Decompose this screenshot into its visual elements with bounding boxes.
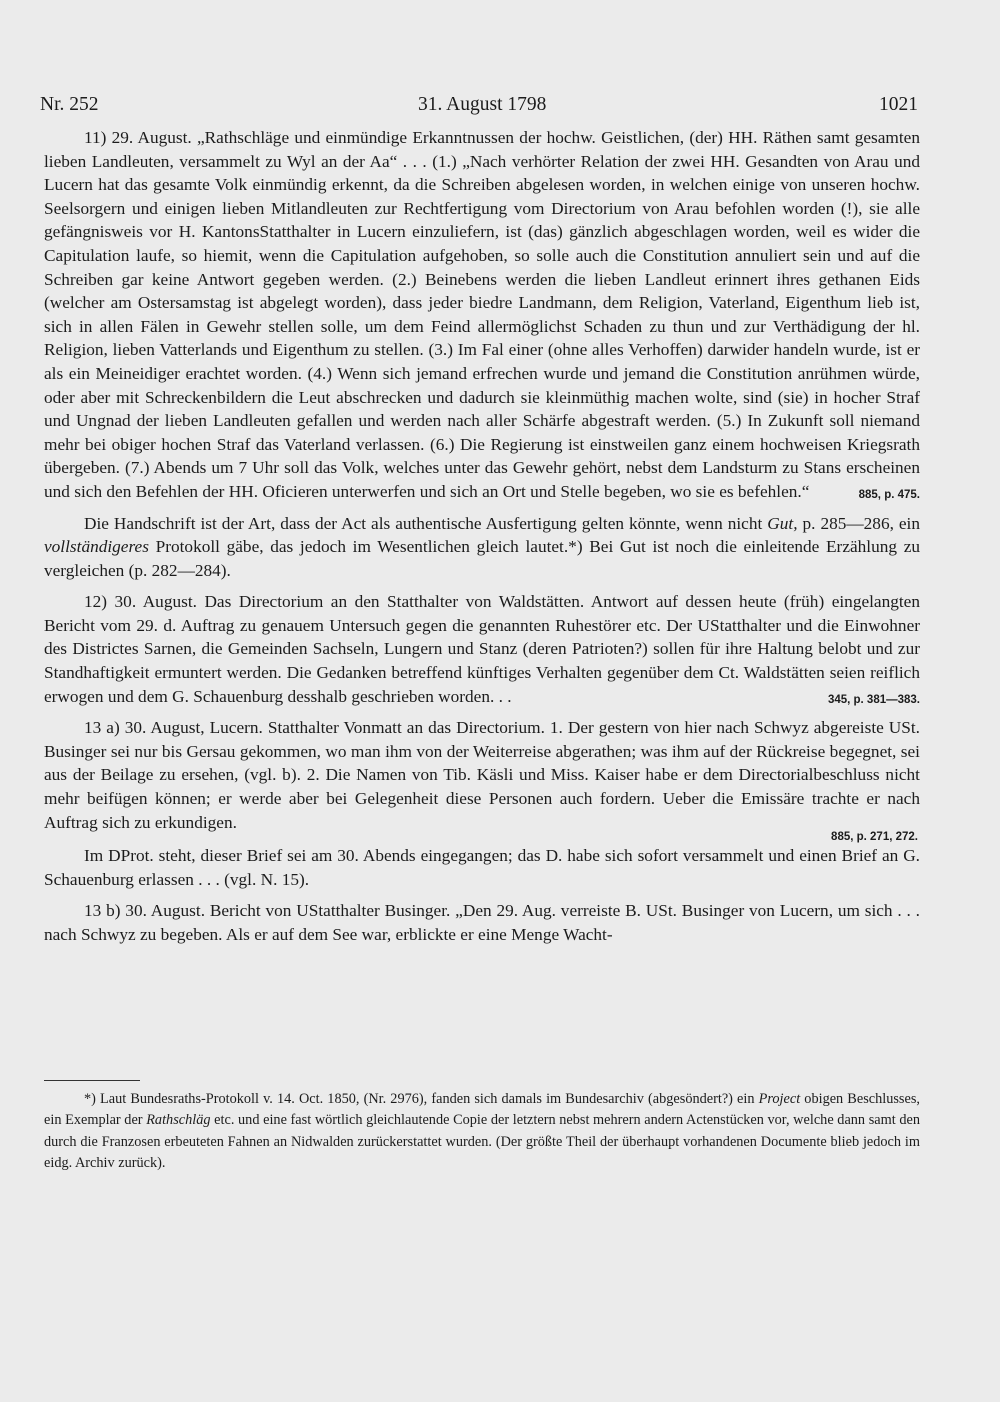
entry-13a-text: 13 a) 30. August, Lucern. Statthalter Vonmatt an das Directorium. 1. Der gestern von hier nach Schwyz abgereiste USt. Businger sei nur bis Gersau gekommen, wo man ihm von der Weiterreise abgerathen; was ihm auf der Rückreise begegnet, sei aus der Beilage zu ersehen, (vgl. b). 2. Die Namen von Tib. Käsli und Miss. Kaiser habe er dem Directorialbeschluss nicht mehr beifügen können; er werde aber bei Gelegenheit diese Personen auch fordern. Ueber die Emissäre trachte er nach Auftrag sich zu erkundigen. bbox=[44, 718, 920, 832]
footnote-part-3: etc. und eine fast wörtlich gleichlautende Copie der letztern nebst mehrern andern Actenstücken vor, welche dann samt den durch die Franzosen erbeuteten Fahnen an Nidwalden zurückerstattet wurden. (Der größte Theil der überhaupt vorhandenen Documente blieb jedoch im eidg. Archiv zurück). bbox=[44, 1112, 920, 1172]
page-body bbox=[44, 126, 920, 947]
handschrift-note bbox=[44, 512, 920, 583]
entry-12 bbox=[44, 590, 920, 708]
entry-13a-source: 885, p. 271, 272. bbox=[831, 831, 918, 844]
entry-11 bbox=[44, 126, 920, 504]
paragraph-gap bbox=[44, 891, 920, 899]
dprot-note bbox=[44, 844, 920, 891]
entry-11-text: 11) 29. August. „Rathschläge und einmündige Erkanntnussen der hochw. Geistlichen, (der) HH. Räthen samt gesamten lieben Landleuten, versammelt zu Wyl an der Aa“ . . . (1.) „Nach verhörter Relation der zwei HH. Gesandten von Arau und Lucern hat das gesamte Volk einmündig erkennt, da die Schreiben abgelesen worden, in welchen einige von unseren hochw. Seelsorgern und einigen lieben Mitlandleuten zur Rechtfertigung vom Directorium von Arau befohlen worden (!), sie alle gefängnisweis vor H. KantonsStatthalter in Lucern einzuliefern, ist (das) gänzlich abgeschlagen worden, weil es wider die Capitulation laufe, so hiemit, wenn die Capitulation aufgehoben, so solle auch die Constitution annuliert sein und auf die Schreiben gar keine Antwort gegeben werden. (2.) Beinebens werden die lieben Landleut erinnert ihres gethanen Eids (welcher am Ostersamstag ist abgelegt worden), dass jeder biedre Landmann, dem Religion, Vaterland, Eigenthum lieb ist, sich in allen Fälen in Gewehr stellen solle, um dem Feind allermöglichst Schaden zu thun und zur Verthädigung der hl. Religion, lieben Vatterlands und Eigenthum zu stellen. (3.) Im Fal einer (ohne alles Verhoffen) darwider handeln wurde, ist er als ein Meineidiger erachtet worden. (4.) Wenn sich jemand erfrechen wurde und jemand die Constitution anrühmen würde, oder aber mit Schreckenbildern die Leut abschrecken und dadurch sie kleinmüthig machen wolte, sind (sie) in hocher Straf und Ungnad der lieben Landleuten gefallen und werden nach aller Schärfe abgestraft werden. (5.) In Zukunft soll niemand mehr bei obiger hochen Straf das Vaterland verlassen. (6.) Die Regierung ist einstweilen ganz einem hochweisen Kriegsrath übergeben. (7.) Abends um 7 Uhr soll das Volk, welches unter das Gewehr gehört, nebst dem Landsturm zu Stans erscheinen und sich den Befehlen der HH. Oficieren unterwerfen und sich an Ort und Stelle begeben, wo sie es befehlen.“ bbox=[44, 128, 920, 501]
entry-13b bbox=[44, 899, 920, 946]
entry-11-source: 885, p. 475. bbox=[858, 488, 920, 501]
page-header bbox=[40, 94, 918, 124]
document-number: Nr. 252 bbox=[40, 94, 99, 115]
entry-13b-text: 13 b) 30. August. Bericht von UStatthalter Businger. „Den 29. Aug. verreiste B. USt. Businger von Lucern, um sich . . . nach Schwyz zu begeben. Als er auf dem See war, erblickte er eine Menge Wacht- bbox=[44, 901, 920, 944]
footnote-part-2: obigen Beschlusses, ein Exemplar der bbox=[44, 1091, 920, 1129]
footnote-text bbox=[44, 1089, 920, 1175]
footnote-part-1: *) Laut Bundesraths-Protokoll v. 14. Oct. 1850, (Nr. 2976), fanden sich damals im Bundesarchiv (abgesöndert?) ein bbox=[84, 1091, 759, 1107]
page-number: 1021 bbox=[879, 94, 918, 115]
handschrift-part-2: p. 285—286, ein bbox=[797, 513, 921, 533]
footnote-project: Project bbox=[758, 1091, 801, 1107]
header-date: 31. August 1798 bbox=[418, 94, 547, 115]
footnote bbox=[44, 1089, 920, 1175]
footnote-rathschlaeg: Rathschläg bbox=[146, 1112, 211, 1129]
entry-13a bbox=[44, 716, 920, 834]
paragraph-gap bbox=[44, 582, 920, 590]
paragraph-gap bbox=[44, 504, 920, 512]
handschrift-part-1: Die Handschrift ist der Art, dass der Act als authentische Ausfertigung gelten könnte, wenn nicht bbox=[84, 513, 768, 533]
handschrift-part-3: Protokoll gäbe, das jedoch im Wesentlichen gleich lautet.*) Bei Gut ist noch die einleitende Erzählung zu vergleichen (p. 282—284). bbox=[44, 537, 920, 580]
entry-12-text: 12) 30. August. Das Directorium an den Statthalter von Waldstätten. Antwort auf dessen heute (früh) eingelangten Bericht vom 29. d. Auftrag zu genauem Untersuch gegen die genannten Ruhestörer etc. Der UStatthalter und die Einwohner des Districtes Sarnen, die Gemeinden Sachseln, Lungern und Stanz (deren Patrioten?) sollen für ihre Haltung belobt und zur Standhaftigkeit ermuntert werden. Die Gedanken betreffend künftiges Verhalten gegenüber dem Ct. Waldstätten seien reiflich erwogen und dem G. Schauenburg desshalb geschrieben worden. . . bbox=[44, 592, 920, 706]
handschrift-vollstaendigeres: vollständigeres bbox=[44, 537, 149, 557]
handschrift-gut: Gut, bbox=[767, 513, 798, 533]
dprot-text: Im DProt. steht, dieser Brief sei am 30. Abends eingegangen; das D. habe sich sofort versammelt und einen Brief an G. Schauenburg erlassen . . . (vgl. N. 15). bbox=[44, 846, 920, 889]
entry-12-source: 345, p. 381—383. bbox=[827, 693, 920, 706]
footnote-separator bbox=[44, 1080, 140, 1081]
